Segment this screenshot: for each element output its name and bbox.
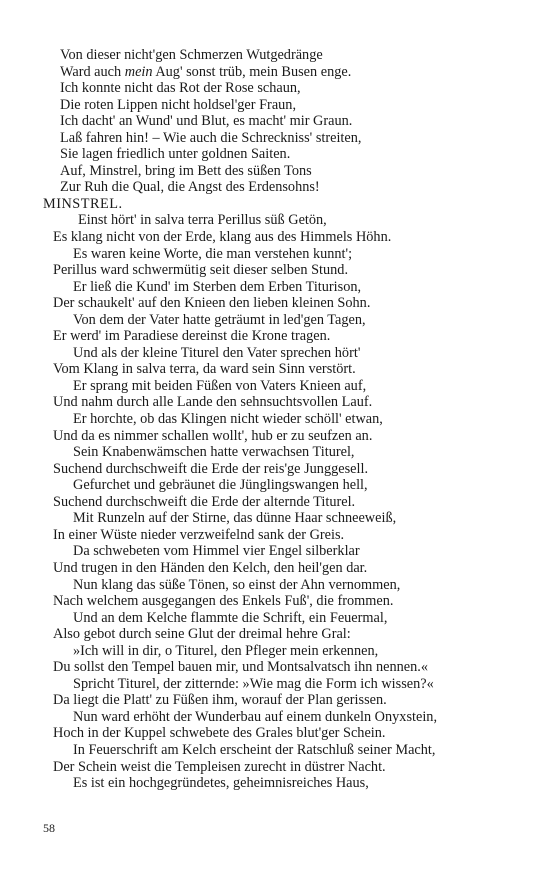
verse-text: Da liegt die Platt' zu Füßen ihm, worauf der Plan gerissen. bbox=[53, 692, 387, 709]
verse-line bbox=[0, 47, 550, 64]
verse-text: Gefurchet und gebräunet die Jünglingswangen hell, bbox=[73, 477, 368, 494]
verse-line bbox=[0, 130, 550, 147]
verse-line bbox=[0, 146, 550, 163]
verse-line bbox=[0, 163, 550, 180]
verse-text: Sein Knabenwämschen hatte verwachsen Titurel, bbox=[73, 444, 355, 461]
verse-text: Er horchte, ob das Klingen nicht wieder schöll' etwan, bbox=[73, 411, 383, 428]
verse-line bbox=[0, 626, 550, 643]
verse-line bbox=[0, 543, 550, 560]
verse-text: Einst hört' in salva terra Perillus süß Getön, bbox=[78, 212, 327, 229]
verse-text: Mit Runzeln auf der Stirne, das dünne Haar schneeweiß, bbox=[73, 510, 397, 527]
verse-text: Nun klang das süße Tönen, so einst der Ahn vernommen, bbox=[73, 576, 401, 593]
verse-line bbox=[0, 709, 550, 726]
verse-line bbox=[0, 527, 550, 544]
verse-text: Sie lagen friedlich unter goldnen Saiten. bbox=[60, 146, 291, 163]
verse-line bbox=[0, 80, 550, 97]
verse-text: Und trugen in den Händen den Kelch, den heil'gen dar. bbox=[53, 559, 368, 576]
verse-line bbox=[0, 394, 550, 411]
verse-text: Ich dacht' an Wund' und Blut, es macht' mir Graun. bbox=[60, 113, 353, 130]
verse-line bbox=[0, 659, 550, 676]
verse-text: Du sollst den Tempel bauen mir, und Montsalvatsch ihn nennen.« bbox=[53, 659, 428, 676]
verse-text: Er sprang mit beiden Füßen von Vaters Knieen auf, bbox=[73, 377, 367, 394]
verse-text: »Ich will in dir, o Titurel, den Pfleger mein erkennen, bbox=[73, 642, 379, 659]
verse-text: Von dem der Vater hatte geträumt in led'gen Tagen, bbox=[73, 311, 366, 328]
verse-text: Die roten Lippen nicht holdsel'ger Fraun, bbox=[60, 96, 297, 113]
verse-line bbox=[0, 593, 550, 610]
verse-line bbox=[0, 494, 550, 511]
verse-line bbox=[0, 97, 550, 114]
verse-line bbox=[0, 361, 550, 378]
verse-line bbox=[0, 510, 550, 527]
verse-line bbox=[0, 775, 550, 792]
verse-line bbox=[0, 229, 550, 246]
verse-text: Er ließ die Kund' im Sterben dem Erben Titurison, bbox=[73, 278, 362, 295]
verse-text: Es waren keine Worte, die man verstehen kunnt'; bbox=[73, 245, 353, 262]
verse-line bbox=[0, 179, 550, 196]
verse-text: Ich konnte nicht das Rot der Rose schaun, bbox=[60, 80, 301, 97]
verse-text: Zur Ruh die Qual, die Angst des Erdensohns! bbox=[60, 179, 320, 196]
verse-line bbox=[0, 64, 550, 81]
verse-line bbox=[0, 279, 550, 296]
verse-text: Es klang nicht von der Erde, klang aus des Himmels Höhn. bbox=[53, 229, 392, 246]
verse-text: Hoch in der Kuppel schwebete des Grales blut'ger Schein. bbox=[53, 725, 386, 742]
verse-line bbox=[0, 759, 550, 776]
verse-text: Der Schein weist die Templeisen zurecht in düstrer Nacht. bbox=[53, 758, 386, 775]
verse-text: Ward auch bbox=[60, 63, 125, 80]
verse-line bbox=[0, 113, 550, 130]
verse-text: Laß fahren hin! – Wie auch die Schreckniss' streiten, bbox=[60, 129, 362, 146]
verse-line bbox=[0, 246, 550, 263]
verse-line bbox=[0, 345, 550, 362]
verse-line bbox=[0, 477, 550, 494]
verse-text: Vom Klang in salva terra, da ward sein Sinn verstört. bbox=[53, 361, 356, 378]
verse-text: Von dieser nicht'gen Schmerzen Wutgedränge bbox=[60, 47, 323, 63]
verse-line bbox=[0, 643, 550, 660]
verse-text: Suchend durchschweift die Erde der reis'ge Junggesell. bbox=[53, 460, 369, 477]
verse-text: Aug' sonst trüb, mein Busen enge. bbox=[152, 63, 352, 80]
verse-text: Spricht Titurel, der zitternde: »Wie mag die Form ich wissen?« bbox=[73, 675, 434, 692]
verse-line bbox=[0, 212, 550, 229]
verse-text: Auf, Minstrel, bring im Bett des süßen Tons bbox=[60, 162, 312, 179]
verse-text: Und an dem Kelche flammte die Schrift, ein Feuermal, bbox=[73, 609, 388, 626]
verse-text: Nach welchem ausgegangen des Enkels Fuß', die frommen. bbox=[53, 593, 394, 610]
verse-line bbox=[0, 692, 550, 709]
verse-line bbox=[0, 461, 550, 478]
verse-line bbox=[0, 742, 550, 759]
verse-text: Und als der kleine Titurel den Vater sprechen hört' bbox=[73, 344, 361, 361]
verse-text: Perillus ward schwermütig seit dieser selben Stund. bbox=[53, 262, 349, 279]
verse-text: Es ist ein hochgegründetes, geheimnisreiches Haus, bbox=[73, 775, 369, 792]
verse-text: Da schwebeten vom Himmel vier Engel silberklar bbox=[73, 543, 360, 560]
verse-line bbox=[0, 411, 550, 428]
speaker-label bbox=[0, 196, 550, 213]
emphasized-word: mein bbox=[124, 63, 153, 80]
verse-text: In Feuerschrift am Kelch erscheint der Ratschluß seiner Macht, bbox=[73, 741, 436, 758]
page-number: 58 bbox=[43, 821, 55, 835]
verse-text: MINSTREL. bbox=[43, 195, 123, 212]
verse-text: Suchend durchschweift die Erde der alternde Titurel. bbox=[53, 493, 356, 510]
verse-line bbox=[0, 428, 550, 445]
verse-line bbox=[0, 725, 550, 742]
verse-text: Und nahm durch alle Lande den sehnsuchtsvollen Lauf. bbox=[53, 394, 373, 411]
verse-line bbox=[0, 328, 550, 345]
verse-line bbox=[0, 560, 550, 577]
verse-line bbox=[0, 295, 550, 312]
verse-text: Nun ward erhöht der Wunderbau auf einem dunkeln Onyxstein, bbox=[73, 708, 438, 725]
verse-text: Also gebot durch seine Glut der dreimal hehre Gral: bbox=[53, 626, 351, 643]
verse-line bbox=[0, 444, 550, 461]
poem-text bbox=[0, 47, 550, 792]
verse-line bbox=[0, 378, 550, 395]
verse-text: Er werd' im Paradiese dereinst die Krone tragen. bbox=[53, 328, 331, 345]
verse-line bbox=[0, 676, 550, 693]
verse-line bbox=[0, 312, 550, 329]
verse-text: Der schaukelt' auf den Knieen den lieben kleinen Sohn. bbox=[53, 295, 371, 312]
verse-line bbox=[0, 262, 550, 279]
verse-text: In einer Wüste nieder verzweifelnd sank der Greis. bbox=[53, 526, 345, 543]
verse-line bbox=[0, 610, 550, 627]
verse-text: Und da es nimmer schallen wollt', hub er zu seufzen an. bbox=[53, 427, 373, 444]
verse-line bbox=[0, 577, 550, 594]
